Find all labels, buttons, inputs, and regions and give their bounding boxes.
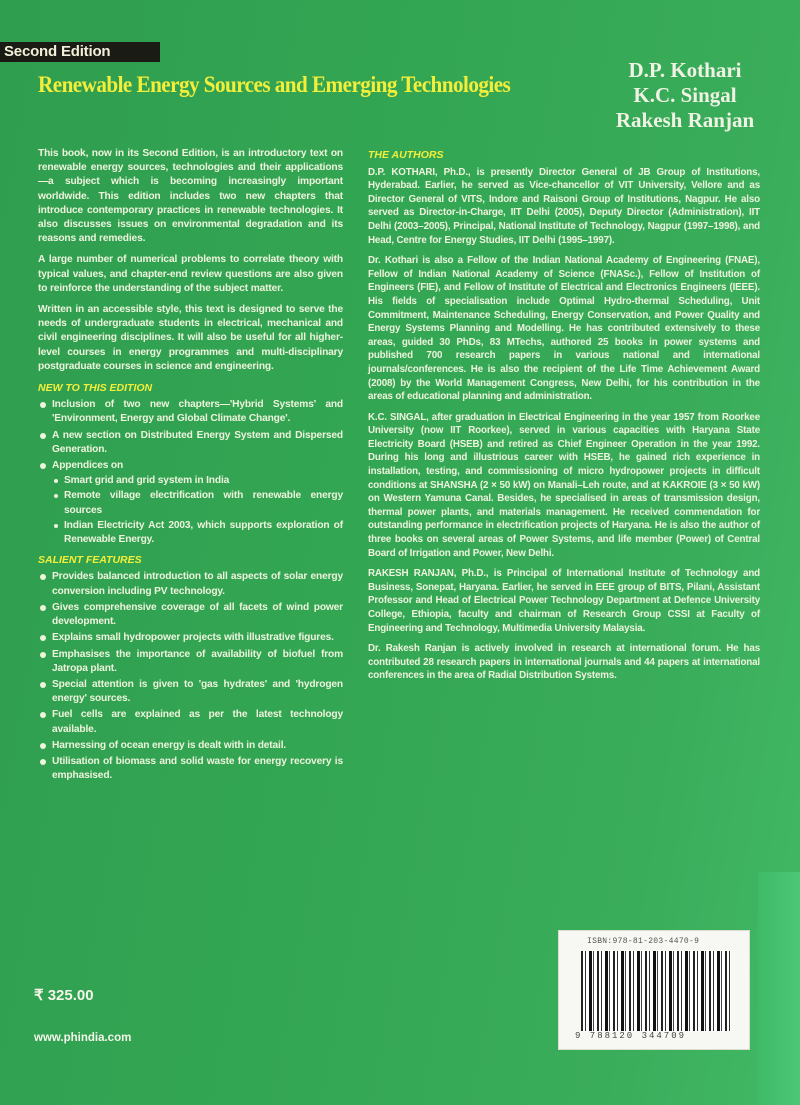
intro-paragraph: This book, now in its Second Edition, is an introductory text on renewable energy sources, technologies and their applications—a subject which is becoming increasingly important worldwide. This edition includes two new chapters that introduce contemporary practices in renewable technologies. It also discusses issues on environmental degradation and its reasons and remedies. (38, 148, 343, 245)
list-item: Explains small hydropower projects with illustrative figures. (38, 631, 343, 645)
list-item-label: Appendices on (52, 460, 124, 472)
author-bio-name: RAKESH RANJAN (368, 568, 454, 580)
barcode-number: 9 788120 344709 (575, 1031, 687, 1041)
author-bio-text: , Ph.D., is Principal of International Institute of Technology and Business, Sonepat, Haryana. Earlier, he served in EEE group of BITS, Pilani, Assistant Professor and Head of Electrical Power Technology Department at Defence University College, Ethiopia, faculty and chairman of Research Group CSSI at Faculty of Engineering and Technology, Multimedia University Malaysia. (368, 568, 760, 634)
author-bio-paragraph: Dr. Kothari is also a Fellow of the Indian National Academy of Engineering (FNAE), Fellow of Indian National Academy of Science (FNASc.), Fellow of Institution of Engineers (FIE), and Fellow of Institute of Electrical and Electronics Engineers (IEEE). His fields of specialisation include Optimal Hydro-thermal Scheduling, Unit Commitment, Maintenance Scheduling, Energy Conservation, and Power Quality and Energy Systems Planning and Modelling. He has contributed extensively to these areas, guided 30 PhDs, 83 MTechs, authored 25 books in power systems and published 700 research papers in various national and international journals/conferences. He is also the recipient of the Life Time Achievement Award (2008) by the World Management Congress, New Delhi, for his contribution in the areas of educational planning and administration. (368, 255, 760, 403)
list-item: Emphasises the importance of availability of biofuel from Jatropa plant. (38, 648, 343, 676)
author-bio-paragraph: Dr. Rakesh Ranjan is actively involved in research at international forum. He has contributed 28 research papers in international journals and 44 papers at international conferences in the area of Radial Distribution Systems. (368, 643, 760, 682)
sub-list-item: Smart grid and grid system in India (52, 474, 343, 488)
isbn-barcode (558, 930, 750, 1050)
author-name: Rakesh Ranjan (615, 108, 755, 132)
author-bio-text: , after graduation in Electrical Engineering in the year 1957 from Roorkee University (now IIT Roorkee), served in various capacities with Haryana State Electricity Board (HSEB) and retired as Chief Engineer Operation in the year 1992. During his long and illustrious career with HSEB, he gained rich experience in installation, testing, and commissioning of micro hydropower projects in difficult conditions at SHANSHA (2 × 50 kW) on Manali–Leh route, and at KAKROIE (3 × 50 kW) on Western Yamuna Canal. Besides, he specialised in areas of transmission design, thermal power plants, and materials management. He received commendation for outstanding performance in electrification projects of Haryana. He is also the author of three books on several areas of Power Systems, and life member (Power) of Central Board of Irrigation and Power, New Delhi. (368, 411, 760, 559)
edition-label: Second Edition (0, 42, 160, 62)
publisher-website: www.phindia.com (34, 1032, 132, 1044)
list-item: Utilisation of biomass and solid waste for energy recovery is emphasised. (38, 755, 343, 783)
list-item (38, 459, 343, 547)
new-edition-heading: NEW TO THIS EDITION (38, 382, 153, 395)
list-item: Fuel cells are explained as per the latest technology available. (38, 708, 343, 736)
list-item: Provides balanced introduction to all aspects of solar energy conversion including PV technology. (38, 570, 343, 598)
author-bio-paragraph (368, 567, 760, 635)
authors-bio-column (368, 147, 760, 690)
isbn-text: ISBN:978-81-203-4470-9 (587, 937, 700, 946)
book-title: Renewable Energy Sources and Emerging Technologies (38, 72, 511, 97)
list-item: Gives comprehensive coverage of all facets of wind power development. (38, 601, 343, 629)
barcode-icon (581, 951, 731, 1031)
book-description-column (38, 147, 343, 789)
author-bio-paragraph (368, 411, 760, 561)
author-names (585, 58, 785, 133)
author-bio-name: K.C. SINGAL (368, 411, 427, 423)
author-name: K.C. Singal (633, 83, 737, 107)
new-edition-list (38, 398, 343, 547)
sub-list-item: Remote village electrification with renewable energy sources (52, 489, 343, 517)
author-bio-paragraph (368, 166, 760, 248)
list-item: A new section on Distributed Energy System and Dispersed Generation. (38, 429, 343, 457)
intro-paragraph: A large number of numerical problems to correlate theory with typical values, and chapter-end review questions are also given to reinforce the understanding of the subject matter. (38, 254, 343, 294)
authors-heading: THE AUTHORS (368, 149, 444, 161)
list-item: Inclusion of two new chapters—'Hybrid Systems' and 'Environment, Energy and Global Climate Change'. (38, 398, 343, 426)
list-item: Harnessing of ocean energy is dealt with in detail. (38, 739, 343, 753)
author-bio-text: , Ph.D., is presently Director General of JB Group of Institutions, Hyderabad. Earlier, he served as Vice-chancellor of VIT University, Vellore and as Director General of VITS, Indore and Raisoni Group of Institutions, Nagpur. He also served as Director-in-Charge, IIT Delhi (2005), Deputy Director (Administration), IIT Delhi (2003–2005), Principal, National Institute of Technology, Nagpur (1997–1998), and Head, Centre for Energy Studies, IIT Delhi (1995–1997). (368, 166, 760, 246)
appendices-sublist (52, 474, 343, 547)
author-name: D.P. Kothari (628, 58, 742, 82)
intro-paragraph: Written in an accessible style, this text is designed to serve the needs of undergraduate students in electrical, mechanical and civil engineering disciplines. It will also be useful for all higher-level courses in energy programmes and multi-disciplinary postgraduate courses in science and engineering. (38, 304, 343, 372)
price-label: ₹ 325.00 (34, 987, 94, 1004)
author-bio-name: D.P. KOTHARI (368, 166, 435, 178)
salient-features-list (38, 570, 343, 783)
cover-edge (758, 872, 800, 1105)
list-item: Special attention is given to 'gas hydrates' and 'hydrogen energy' sources. (38, 678, 343, 706)
sub-list-item: Indian Electricity Act 2003, which supports exploration of Renewable Energy. (52, 519, 343, 547)
salient-features-heading: SALIENT FEATURES (38, 554, 142, 567)
